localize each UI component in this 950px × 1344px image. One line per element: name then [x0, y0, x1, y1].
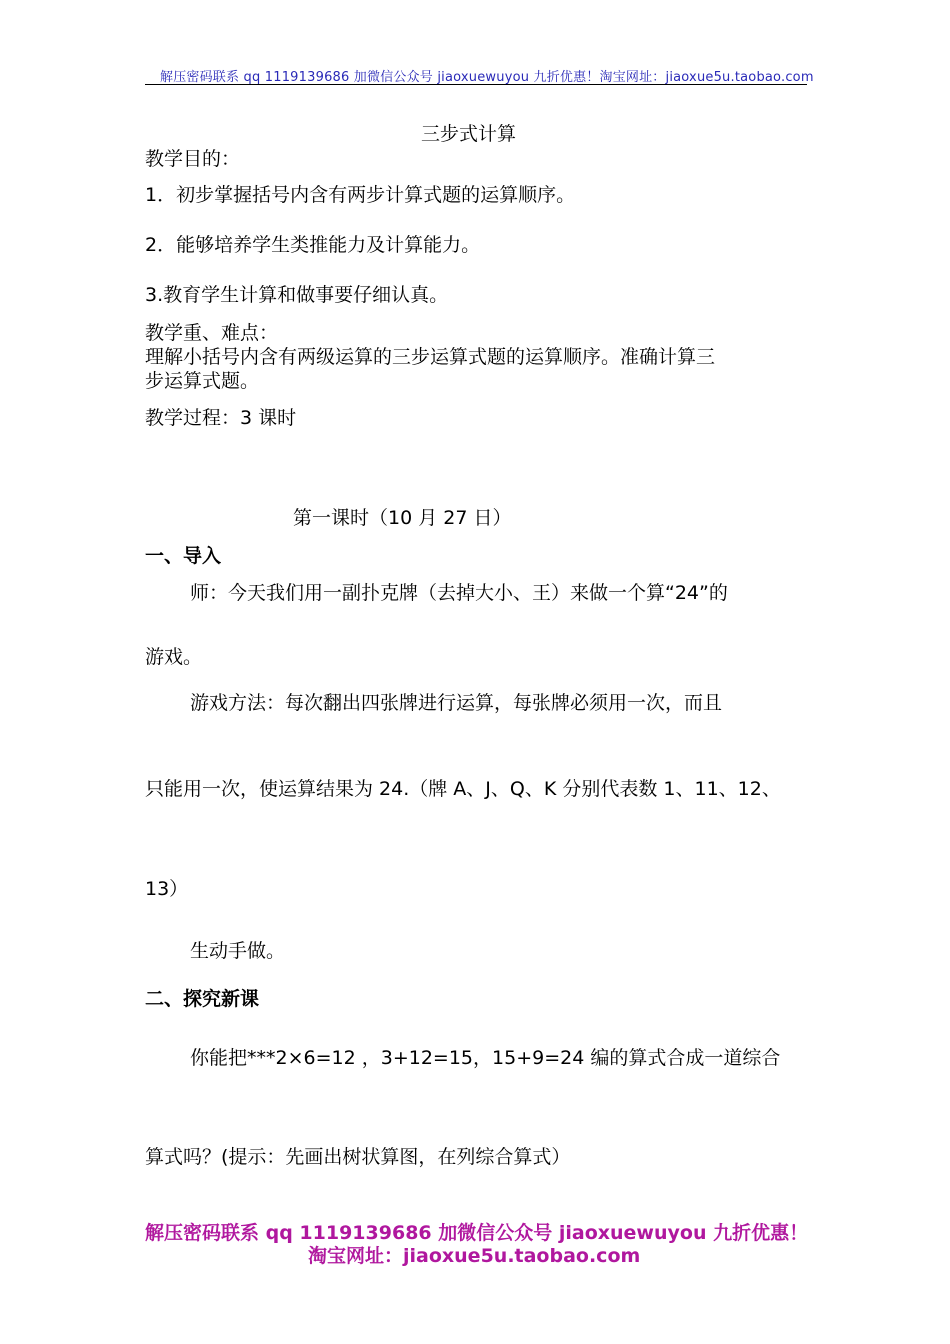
footer-watermark-line-1: 解压密码联系 qq 1119139686 加微信公众号 jiaoxuewuyou 九折优惠！ — [145, 1222, 809, 1244]
section-2-heading: 二、探究新课 — [145, 988, 260, 1010]
objective-item-3: 3.教育学生计算和做事要仔细认真。 — [145, 284, 449, 306]
objectives-heading: 教学目的： — [145, 148, 241, 170]
objective-item-1: 1．初步掌握括号内含有两步计算式题的运算顺序。 — [145, 184, 576, 206]
teaching-process: 教学过程：3 课时 — [145, 407, 297, 429]
section-1-paragraph-2-line-3: 13） — [145, 878, 189, 900]
document-title: 三步式计算 — [421, 123, 517, 145]
key-points-heading: 教学重、难点： — [145, 322, 279, 344]
section-1-paragraph-1-line-2: 游戏。 — [145, 646, 203, 668]
key-points-line-1: 理解小括号内含有两级运算的三步运算式题的运算顺序。准确计算三 — [145, 346, 716, 368]
header-watermark-text: 解压密码联系 qq 1119139686 加微信公众号 jiaoxuewuyou 九折优惠！淘宝网址：jiaoxue5u.taobao.com — [160, 70, 814, 85]
section-1-heading: 一、导入 — [145, 545, 222, 567]
lesson-title: 第一课时（10 月 27 日） — [293, 507, 512, 529]
objective-item-2: 2．能够培养学生类推能力及计算能力。 — [145, 234, 481, 256]
section-1-paragraph-3: 生动手做。 — [190, 940, 286, 962]
footer-watermark-line-2: 淘宝网址：jiaoxue5u.taobao.com — [308, 1245, 641, 1267]
section-1-paragraph-2-line-1: 游戏方法：每次翻出四张牌进行运算，每张牌必须用一次，而且 — [190, 692, 723, 714]
section-1-paragraph-1-line-1: 师：今天我们用一副扑克牌（去掉大小、王）来做一个算“24”的 — [190, 582, 728, 604]
section-2-paragraph-1-line-1: 你能把***2×6=12 ，3+12=15，15+9=24 编的算式合成一道综合 — [190, 1047, 781, 1069]
section-1-paragraph-2-line-2: 只能用一次，使运算结果为 24.（牌 A、J、Q、K 分别代表数 1、11、12、 — [145, 778, 781, 800]
section-2-paragraph-1-line-2: 算式吗？(提示：先画出树状算图，在列综合算式） — [145, 1146, 571, 1168]
header-divider — [145, 84, 807, 85]
key-points-line-2: 步运算式题。 — [145, 370, 260, 392]
